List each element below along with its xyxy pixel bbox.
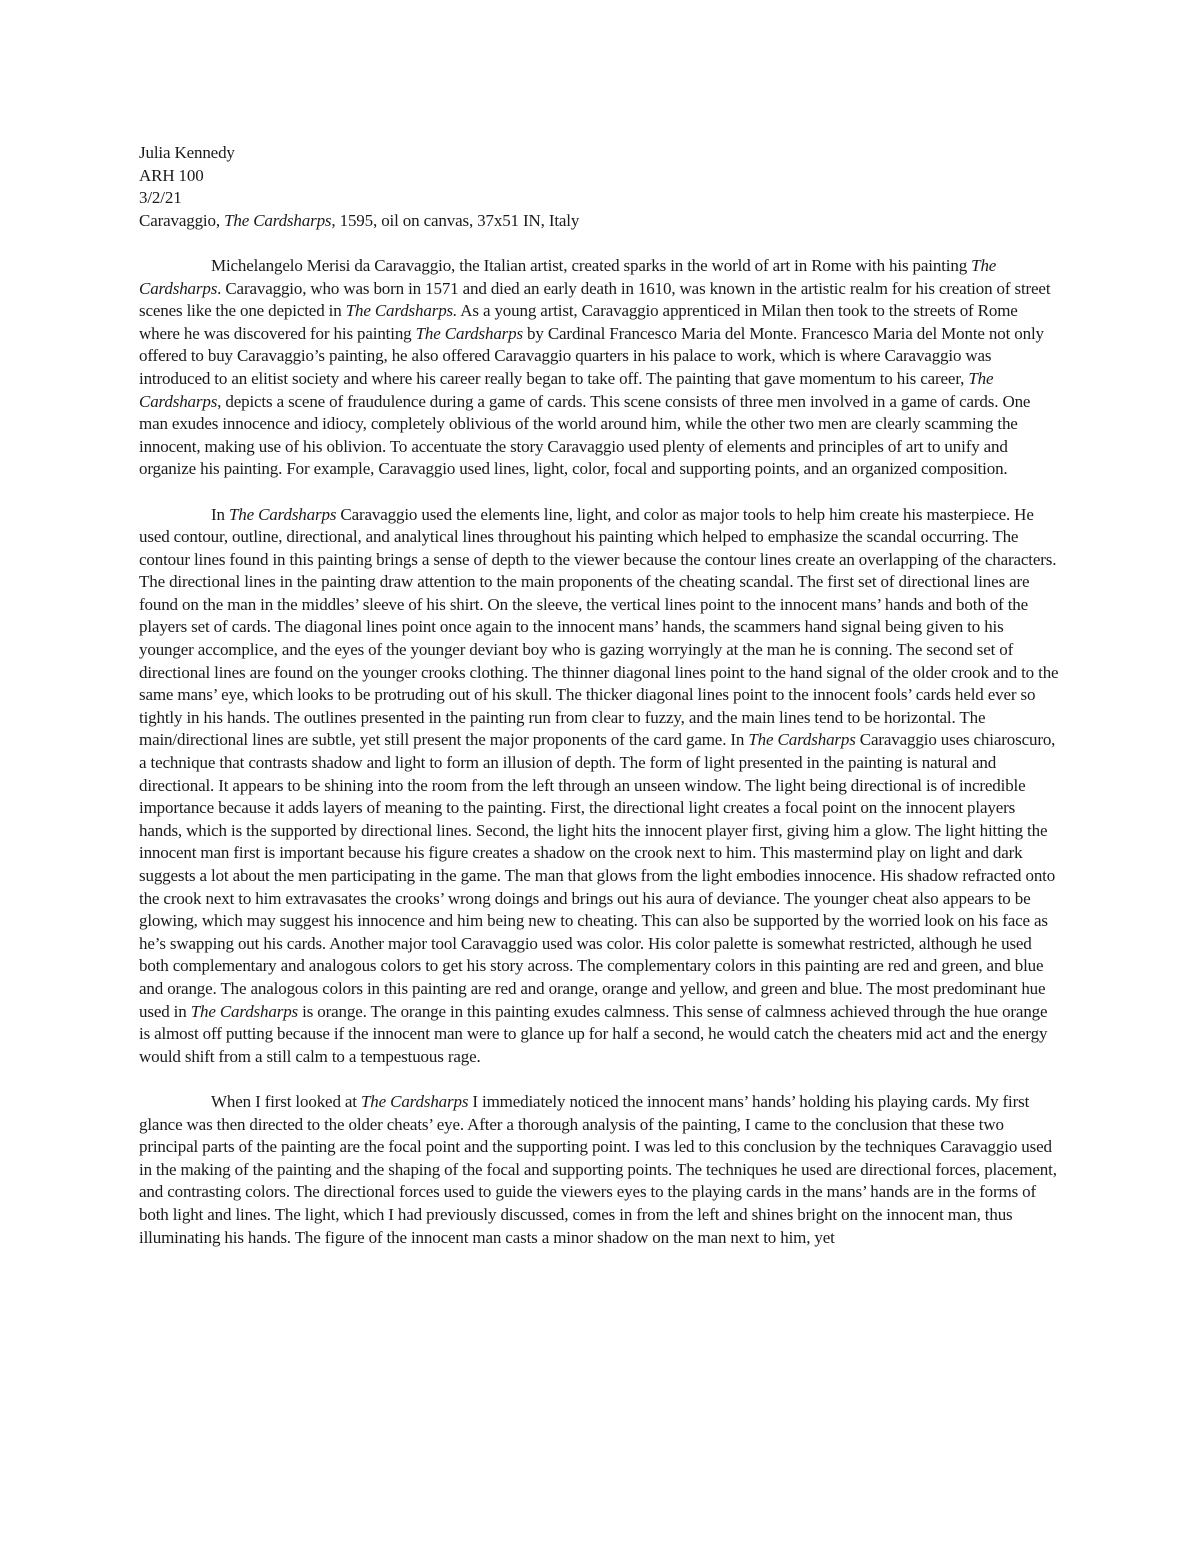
italic-title-text: The Cardsharps <box>190 1001 299 1021</box>
citation-details: , 1595, oil on canvas, 37x51 IN, Italy <box>331 210 580 230</box>
paragraph-text: , depicts a scene of fraudulence during a game of cards. This scene consists of three men involved in a game of cards. One man exudes innocence and idiocy, completely oblivious of the world around him, while the other two men are clearly scamming the innocent, making use of his oblivion. To accentuate the story Caravaggio used plenty of elements and principles of art to unify and organize his painting. For example, Caravaggio used lines, light, color, focal and supporting points, and an organized composition. <box>139 391 1031 479</box>
document-page <box>139 142 1060 1249</box>
italic-title-text: The Cardsharps <box>139 368 994 411</box>
italic-title-text: The Cardsharps. <box>345 301 458 321</box>
paragraph-text: Caravaggio used the elements line, light, and color as major tools to help him create his masterpiece. He used contour, outline, directional, and analytical lines throughout his painting which helped to emphasize the scandal occurring. The contour lines found in this painting brings a sense of depth to the viewer because the contour lines create an overlapping of the characters. The directional lines in the painting draw attention to the main proponents of the cheating scandal. The first set of directional lines are found on the man in the middles’ sleeve of his shirt. On the sleeve, the vertical lines point to the innocent mans’ hands and both of the players set of cards. The diagonal lines point once again to the innocent mans’ hands, the scammers hand signal being given to his younger accomplice, and the eyes of the younger deviant boy who is gazing worryingly at the man he is conning. The second set of directional lines are found on the younger crooks clothing. The thinner diagonal lines point to the hand signal of the older crook and to the same mans’ eye, which looks to be protruding out of his skull. The thicker diagonal lines point to the innocent fools’ cards held ever so tightly in his hands. The outlines presented in the painting run from clear to fuzzy, and the main lines tend to be horizontal. The main/directional lines are subtle, yet still present the major proponents of the card game. In <box>139 504 1059 750</box>
artwork-citation <box>139 210 1060 233</box>
document-date: 3/2/21 <box>139 188 182 208</box>
essay-body <box>139 255 1060 1249</box>
italic-title-text: The Cardsharps <box>139 255 997 298</box>
document-header <box>139 142 1060 232</box>
paragraph-text: is orange. The orange in this painting exudes calmness. This sense of calmness achieved through the hue orange is almost off putting because if the innocent man were to glance up for half a second, he would catch the cheaters mid act and the energy would shift from a still calm to a tempestuous rage. <box>139 1001 1048 1066</box>
paragraph-text: Caravaggio uses chiaroscuro, a technique that contrasts shadow and light to form an illusion of depth. The form of light presented in the painting is natural and directional. It appears to be shining into the room from the left through an unseen window. The light being directional is of incredible importance because it adds layers of meaning to the painting. First, the directional light creates a focal point on the innocent players hands, which is the supported by directional lines. Second, the light hits the innocent player first, giving him a glow. The light hitting the innocent man first is important because his figure creates a shadow on the crook next to him. This mastermind play on light and dark suggests a lot about the men participating in the game. The man that glows from the light embodies innocence. His shadow refracted onto the crook next to him extravasates the crooks’ wrong doings and brings out his aura of deviance. The younger cheat also appears to be glowing, which may suggest his innocence and him being new to cheating. This can also be supported by the worried look on his face as he’s swapping out his cards. Another major tool Caravaggio used was color. His color palette is somewhat restricted, although he used both complementary and analogous colors to get his story across. The complementary colors in this painting are red and green, and blue and orange. The analogous colors in this painting are red and orange, orange and yellow, and green and blue. The most predominant hue used in <box>139 730 1056 1021</box>
italic-title-text: The Cardsharps <box>415 323 523 343</box>
paragraph-text: I immediately noticed the innocent mans’ hands’ holding his playing cards. My first glance was then directed to the older cheats’ eye. After a thorough analysis of the painting, I came to the conclusion that these two principal parts of the painting are the focal point and the supporting point. I was led to this conclusion by the techniques Caravaggio used in the making of the painting and the shaping of the focal and supporting points. The techniques he used are directional forces, placement, and contrasting colors. The directional forces used to guide the viewers eyes to the playing cards in the mans’ hands are in the forms of both light and lines. The light, which I had previously discussed, comes in from the left and shines bright on the innocent man, thus illuminating his hands. The figure of the innocent man casts a minor shadow on the man next to him, yet <box>139 1091 1057 1247</box>
essay-paragraph <box>139 504 1060 1069</box>
paragraph-text: by Cardinal Francesco Maria del Monte. Francesco Maria del Monte not only offered to buy Caravaggio’s painting, he also offered Caravaggio quarters in his palace to work, which is where Caravaggio was introduced to an elitist society and where his career really began to take off. The painting that gave momentum to his career, <box>139 323 1044 388</box>
italic-title-text: The Cardsharps <box>228 504 337 524</box>
italic-title-text: The Cardsharps <box>748 730 856 750</box>
essay-paragraph <box>139 1091 1060 1249</box>
citation-title: The Cardsharps <box>224 210 332 230</box>
paragraph-text: As a young artist, Caravaggio apprenticed in Milan then took to the streets of Rome where he was discovered for his painting <box>139 301 1018 343</box>
course-code: ARH 100 <box>139 165 204 185</box>
paragraph-text: Michelangelo Merisi da Caravaggio, the Italian artist, created sparks in the world of art in Rome with his painting <box>211 255 972 275</box>
italic-title-text: The Cardsharps <box>360 1091 469 1111</box>
essay-paragraph <box>139 255 1060 481</box>
paragraph-text: In <box>211 504 229 524</box>
paragraph-text: . Caravaggio, who was born in 1571 and died an early death in 1610, was known in the artistic realm for his creation of street scenes like the one depicted in <box>139 278 1051 321</box>
author-name: Julia Kennedy <box>139 143 235 162</box>
citation-artist: Caravaggio, <box>139 210 225 230</box>
paragraph-text: When I first looked at <box>211 1091 361 1111</box>
